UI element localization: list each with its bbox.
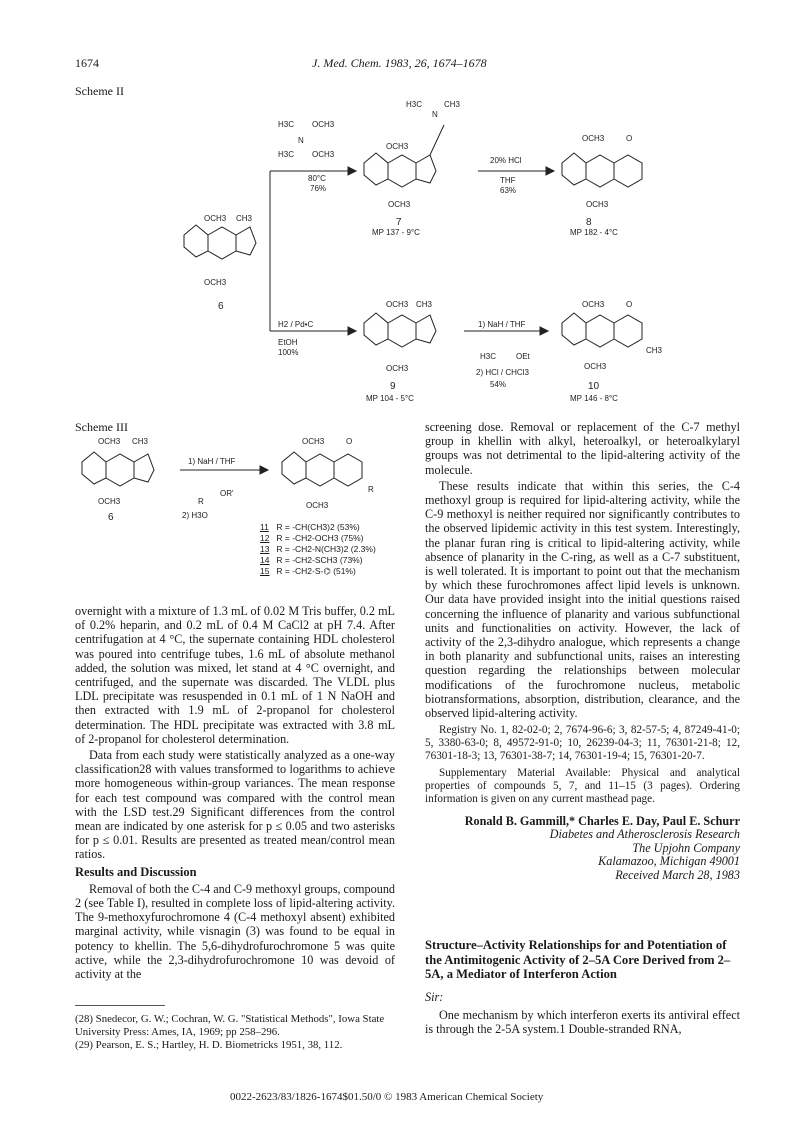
s3-c6-och3-bottom: OCH3 <box>98 497 121 506</box>
s3-cond-r: R <box>198 497 204 506</box>
right-column <box>425 420 740 882</box>
s3-product-r: R <box>368 485 374 494</box>
left-paragraph-3: Removal of both the C-4 and C-9 methoxyl groups, compound 2 (see Table I), resulted in complete loss of lipid-altering activity. The 9-methoxyfurochromone 4 (C-4 methoxyl absent) exhibited marginal activity, while visnagin (3) was found to be equal in potency to khellin. The 5,6-dihydrofurochromone 5 was quite active, while the 2,3-dihydrofurochromone 10 was devoid of activity at the <box>75 881 396 982</box>
affiliation-2: The Upjohn Company <box>632 840 740 855</box>
s3-product-o: O <box>346 437 353 446</box>
compound-6-structure <box>184 225 256 259</box>
right-column-lower <box>425 938 740 1038</box>
scheme2-diagram <box>160 95 720 415</box>
s3-product-och3: OCH3 <box>302 437 325 446</box>
affiliation-3: Kalamazoo, Michigan 49001 <box>598 854 740 869</box>
s3-c6-och3: OCH3 <box>98 437 121 446</box>
running-title: J. Med. Chem. 1983, 26, 1674–1678 <box>312 56 487 70</box>
cond4-oet: OEt <box>516 352 530 361</box>
left-footnotes <box>75 1013 395 1051</box>
scheme3-compound-list <box>260 522 376 577</box>
compound-6-label: 6 <box>218 301 224 312</box>
scheme3-diagram <box>70 432 410 610</box>
cond4-base: 1) NaH / THF <box>478 320 526 329</box>
left-paragraph-2: Data from each study were statistically analyzed as a one-way classification28 with values transformed to logarithms to achieve more homogeneous within-group variances. The mean response for each test compound was compared with the control mean with the LSD test.29 Significant differences from the control mean are indicated by one asterisk for p ≤ 0.05 and two asterisks for p ≤ 0.01. Results are presented as treated mean/control mean ratios. <box>75 748 395 862</box>
cond3-yield: 100% <box>278 348 299 357</box>
compound-10-label: 10 <box>588 381 600 392</box>
footnote-rule <box>75 1005 165 1006</box>
received-date: Received March 28, 1983 <box>615 867 740 882</box>
s3-compound-6-label: 6 <box>108 512 114 523</box>
scheme3-label: Scheme III <box>75 420 128 434</box>
compound-8-mp: MP 182 - 4°C <box>570 228 618 237</box>
s3-cond-base: 1) NaH / THF <box>188 457 236 466</box>
page-footer: 0022-2623/83/1826-1674$01.50/0 © 1983 American Chemical Society <box>230 1091 544 1103</box>
compound-7-mp: MP 137 - 9°C <box>372 228 420 237</box>
amine-ch3: CH3 <box>444 100 461 109</box>
compound-10-mp: MP 146 - 8°C <box>570 394 618 403</box>
c9-och3-bottom: OCH3 <box>386 364 409 373</box>
right-paragraph-1: screening dose. Removal or replacement of the C-7 methyl group in khellin with alkyl, heteroalkyl, or heteroalkylaryl groups was not detrimental to the lipid-altering activity of the molecule. <box>425 420 740 477</box>
page-number: 1674 <box>75 56 99 70</box>
s3-product-och3-bottom: OCH3 <box>306 501 329 510</box>
s3-cond-or: OR' <box>220 489 234 498</box>
salutation: Sir: <box>425 989 444 1004</box>
reagent-acetal-d: OCH3 <box>312 150 335 159</box>
results-heading: Results and Discussion <box>75 864 197 879</box>
s3-cond-acid: 2) H3O <box>182 511 208 520</box>
c10-och3-bottom: OCH3 <box>584 362 607 371</box>
cond2-acid: 20% HCl <box>490 156 522 165</box>
compound-7-structure <box>364 125 444 187</box>
affiliation-1: Diabetes and Atherosclerosis Research <box>549 827 740 842</box>
c6-ch3: CH3 <box>236 214 253 223</box>
footnote-28: (28) Snedecor, G. W.; Cochran, W. G. "Statistical Methods", Iowa State University Press: Ames, IA, 1969; pp 258–296. <box>75 1013 385 1038</box>
c8-o: O <box>626 134 633 143</box>
c6-och3-bottom: OCH3 <box>204 278 227 287</box>
cond2-solvent: THF <box>500 176 516 185</box>
scheme3-item: 13 R = -CH2-N(CH3)2 (2.3%) <box>260 544 376 554</box>
c8-och3: OCH3 <box>582 134 605 143</box>
cond4-h3c: H3C <box>480 352 497 361</box>
cond4-yield: 54% <box>490 380 507 389</box>
right-paragraph-2: These results indicate that within this series, the C-4 methoxyl group is required for lipid-altering activity, while the C-9 methoxyl is neither required nor significantly contributes to the observed lipidemic activity in this test system. Interestingly, the planar furan ring is critical to lipid-altering activity, while absence of planarity in the C-ring, as well as a C-7 substituent, is well tolerated. It is important to point out that the mechanism by which these furochromones affect lipid levels is unknown. Our data have provided insight into the initial questions raised concerning the influence of planarity and various subfunctional units and functionalities on activity. However, the lack of activity of the 2,3-dihydro analogue, which represents a change in both planarity and subfunctional units, raises an interesting question regarding the relationships between molecular modifications of the furochromone nucleus, metabolic biotransformations, absorption, distribution, clearance, and the observed lipid-altering activity. <box>425 478 740 721</box>
amine-h3c: H3C <box>406 100 423 109</box>
c10-ch3: CH3 <box>646 346 663 355</box>
c9-ch3: CH3 <box>416 300 433 309</box>
footnote-29: (29) Pearson, E. S.; Hartley, H. D. Biometricks 1951, 38, 112. <box>75 1038 343 1051</box>
cond1-temp: 80°C <box>308 174 326 183</box>
left-paragraph-1: overnight with a mixture of 1.3 mL of 0.02 M Tris buffer, 0.2 mL of 0.2% heparin, and 0.2 mL of 0.4 M CaCl2 at pH 7.4. After centrifugation at 4 °C, the supernate containing HDL cholesterol was poured into centrifuge tubes, 1.6 mL of absolute methanol added, the solution was mixed, let stand at 4 °C overnight, and centrifuged, and the supernate was discarded. The VLDL plus LDL precipitate was resuspended in 0.1 mL of 1 N NaOH and then extracted with 1.9 mL of 2-propanol for cholesterol determination. The HDL precipitate was extracted with 3.8 mL of 2-propanol for cholesterol determination. <box>75 604 395 746</box>
reagent-n: N <box>298 136 304 145</box>
c6-och3: OCH3 <box>204 214 227 223</box>
compound-9-mp: MP 104 - 5°C <box>366 394 414 403</box>
cond3-solvent: EtOH <box>278 338 298 347</box>
c8-och3-bottom: OCH3 <box>586 200 609 209</box>
scheme3-item: 15 R = -CH2-S-⌬ (51%) <box>260 566 356 576</box>
reagent-acetal-c: H3C <box>278 150 295 159</box>
registry-numbers: Registry No. 1, 82-02-0; 2, 7674-96-6; 3, 82-57-5; 4, 87249-41-0; 5, 3380-63-0; 8, 49572-91-0; 10, 26239-04-3; 11, 76301-21-8; 12, 76301-18-3; 13, 76301-38-7; 14, 76301-19-4; 15, 76301-20-7. <box>425 724 740 763</box>
reagent-acetal-a: H3C <box>278 120 295 129</box>
scheme3-item: 14 R = -CH2-SCH3 (73%) <box>260 555 363 565</box>
scheme3-item: 12 R = -CH2-OCH3 (75%) <box>260 533 364 543</box>
cond2-yield: 63% <box>500 186 517 195</box>
right-paragraph-3: One mechanism by which interferon exerts its antiviral effect is through the 2-5A system.1 Double-stranded RNA, <box>425 1007 740 1036</box>
supplementary-material: Supplementary Material Available: Physical and analytical properties of compounds 5, 7, and 11–15 (3 pages). Ordering information is given on any current masthead page. <box>425 767 740 806</box>
compound-9-structure <box>364 313 436 347</box>
compound-7-label: 7 <box>396 217 402 228</box>
c9-och3: OCH3 <box>386 300 409 309</box>
amine-n: N <box>432 110 438 119</box>
left-column <box>75 604 395 983</box>
compound-10-structure <box>562 313 642 347</box>
c10-och3: OCH3 <box>582 300 605 309</box>
reagent-acetal-b: OCH3 <box>312 120 335 129</box>
compound-8-structure <box>562 153 642 187</box>
c10-o: O <box>626 300 633 309</box>
compound-9-label: 9 <box>390 381 396 392</box>
cond1-yield: 76% <box>310 184 327 193</box>
cond4-acid: 2) HCl / CHCl3 <box>476 368 529 377</box>
compound-8-label: 8 <box>586 217 592 228</box>
c7-och3-bottom: OCH3 <box>388 200 411 209</box>
scheme2-label: Scheme II <box>75 84 124 98</box>
communication-title: Structure–Activity Relationships for and Potentiation of the Antimitogenic Activity of 2–5A Core Derived from 2–5A, a Mediator of Interferon Action <box>425 938 731 981</box>
cond3-catalyst: H2 / Pd•C <box>278 320 314 329</box>
s3-c6-ch3: CH3 <box>132 437 149 446</box>
authors: Ronald B. Gammill,* Charles E. Day, Paul E. Schurr <box>464 814 740 829</box>
c7-och3: OCH3 <box>386 142 409 151</box>
scheme3-item: 11 R = -CH(CH3)2 (53%) <box>260 522 360 532</box>
